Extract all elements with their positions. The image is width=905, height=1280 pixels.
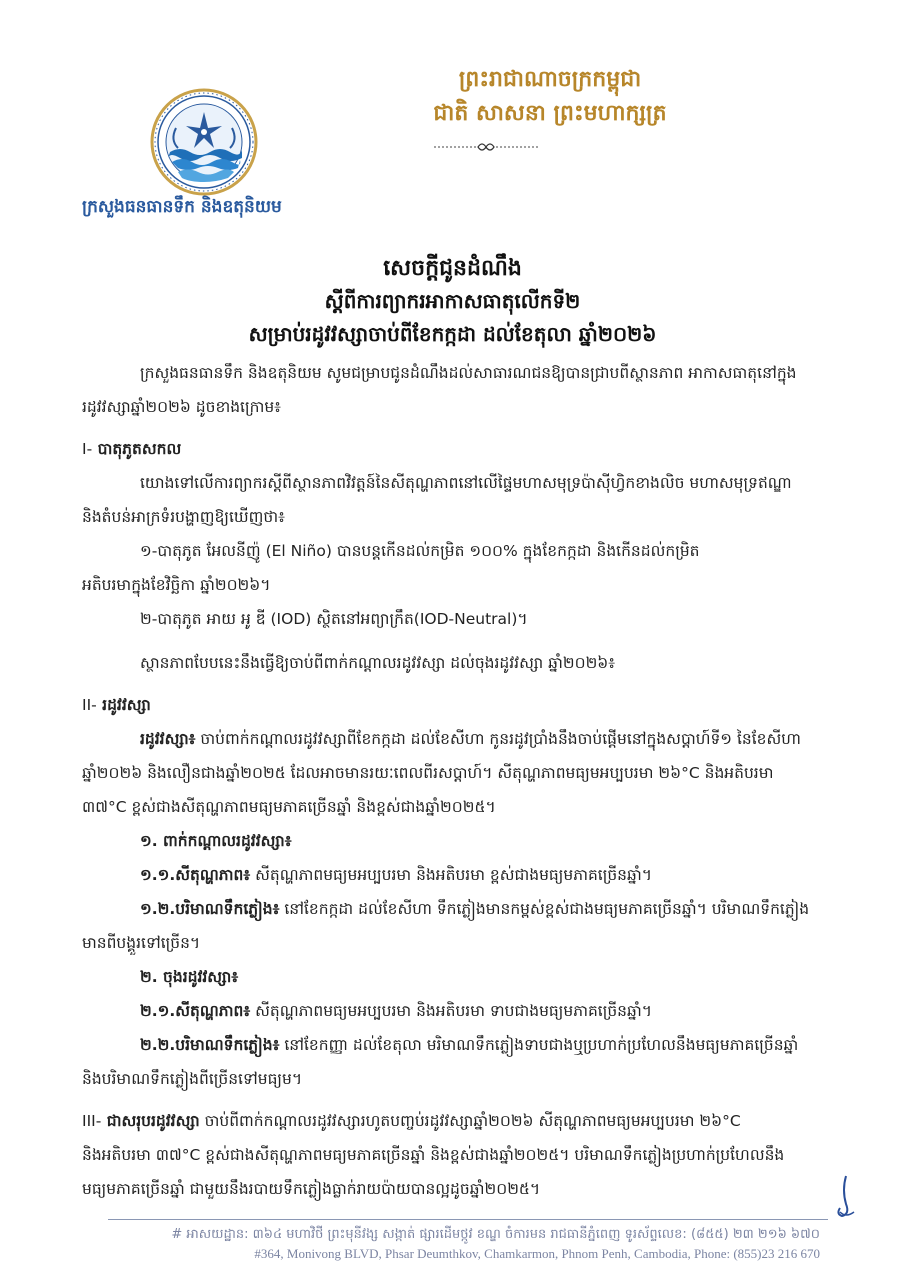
item-text: នៅខែកញ្ញា ដល់ខែតុលា មរិមាណទឹកភ្លៀងទាបជាងឬប្រហាក់ប្រហែលនឹងមធ្យមភាគច្រើនឆ្នាំ និងបរិមាណទឹកភ្លៀងពីច្រើនទៅមធ្យម។	[82, 1036, 799, 1088]
section-number: III-	[82, 1112, 102, 1130]
item-text: សីតុណ្ហភាពមធ្យមអប្បបរមា និងអតិបរមា ទាបជាងមធ្យមភាគច្រើនឆ្នាំ។	[250, 1002, 652, 1020]
item-label: ១.២.បរិមាណទឹកភ្លៀង៖	[140, 900, 280, 918]
section-3-paragraph	[82, 1104, 812, 1206]
section-2-heading	[82, 688, 812, 722]
kingdom-line: ព្រះរាជាណាចក្រកម្ពុជា	[458, 66, 642, 92]
ministry-seal-icon	[150, 88, 258, 196]
el-nino-item: ១-បាតុភូត អែលនីញ៉ូ (El Niño) បានបន្តកើនដល់កម្រិត ១០០% ក្នុងខែកក្កដា និងកើនដល់កម្រិត	[140, 542, 700, 560]
intro-paragraph: ក្រសួងធនធានទឹក និងឧតុនិយម សូមជម្រាបជូនដំណឹងដល់សាធារណជនឱ្យបានជ្រាបពីស្ថានភាព អាកាសធាតុនៅក្នុងរដូវវស្សាឆ្នាំ២០២៦ ដូចខាងក្រោម៖	[82, 364, 797, 416]
item-label: ២.២.បរិមាណទឹកភ្លៀង៖	[140, 1036, 280, 1054]
notice-period: សម្រាប់រដូវវស្សាចាប់ពីខែកក្កដា ដល់ខែតុលា ឆ្នាំ២០២៦	[248, 322, 657, 346]
section-1-conclusion: ស្ថានភាពបែបនេះនឹងធ្វើឱ្យចាប់ពីពាក់កណ្តាលរដូវវស្សា ដល់ចុងរដូវវស្សា ឆ្នាំ២០២៦៖	[140, 654, 616, 672]
motto-line: ជាតិ សាសនា ព្រះមហាក្សត្រ	[433, 100, 667, 126]
lead-label: រដូវវស្សា៖	[140, 730, 196, 748]
section-title: ជាសរុបរដូវវស្សា	[106, 1112, 200, 1130]
notice-titles	[100, 252, 805, 351]
section-1-text: យោងទៅលើការព្យាករស្តីពីស្ថានភាពវិវត្តន៍នៃសីតុណ្ហភាពនៅលើផ្ទៃមហាសមុទ្រប៉ាស៊ីហ្វិកខាងលិច មហាសមុទ្រឥណ្ឌា និងតំបន់អាក្រទំរបង្ហាញឱ្យឃើញថា៖	[82, 474, 792, 526]
item-text: នៅខែកក្កដា ដល់ខែសីហា ទឹកភ្លៀងមានកម្ពស់ខ្ពស់ជាងមធ្យមភាគច្រើនឆ្នាំ។ បរិមាណទឹកភ្លៀងមានពីបង្គួរទៅច្រើន។	[82, 900, 810, 952]
late-season-rainfall	[82, 1028, 812, 1096]
item-label: ១.១.សីតុណ្ហភាព៖	[140, 866, 251, 884]
ornament-divider-icon	[432, 140, 540, 154]
ministry-name: ក្រសួងធនធានទឹក និងឧតុនិយម	[82, 197, 282, 217]
iod-item: ២-បាតុភូត អាយ អូ ឌី (IOD) ស្ថិតនៅអព្យាក្រឹត(IOD-Neutral)។	[140, 610, 528, 628]
section-3-text: ចាប់ពីពាក់កណ្តាលរដូវវស្សារហូតបញ្ចប់រដូវវស្សាឆ្នាំ២០២៦ សីតុណ្ហភាពមធ្យមអប្បបរមា ២៦°C និងអតិបរមា ៣៧°C ខ្ពស់ជាងសីតុណ្ហភាពមធ្យមភាគច្រើនឆ្នាំ និងខ្ពស់ជាងឆ្នាំ២០២៥។ បរិមាណទឹកភ្លៀងប្រហាក់ប្រហែលនឹងមធ្យមភាគច្រើនឆ្នាំ ជាមួយនឹងរបាយទឹកភ្លៀងធ្លាក់រាយប៉ាយបានល្អដូចឆ្នាំ២០២៥។	[82, 1112, 785, 1198]
footer-address-km: # អាសយដ្ឋាន: ៣៦៤ មហាវិថី ព្រះមុនីវង្ស សង្កាត់ ផ្សារដើមថ្កូវ ខណ្ឌ ចំការមន រាជធានីភ្នំពេញ ទូរស័ព្ទលេខ: (៨៥៥) ២៣ ២១៦ ៦៧០	[171, 1227, 820, 1242]
late-season-temperature	[82, 994, 812, 1028]
section-number: II-	[82, 696, 97, 714]
notice-body	[82, 356, 812, 1206]
signature-mark-icon	[832, 1174, 860, 1220]
item-label: ២.១.សីតុណ្ហភាព៖	[140, 1002, 251, 1020]
late-season-heading: ២. ចុងរដូវវស្សា៖	[140, 968, 239, 986]
notice-subject: ស្តីពីការព្យាករអាកាសធាតុលើកទី២	[324, 289, 581, 313]
footer-divider	[108, 1219, 828, 1220]
notice-title: សេចក្តីជូនដំណឹង	[383, 255, 522, 281]
section-title: បាតុភូតសកល	[97, 440, 182, 458]
section-1-heading	[82, 432, 812, 466]
lead-text: ចាប់ពាក់កណ្តាលរដូវវស្សាពីខែកក្កដា ដល់ខែសីហា កូនរដូវប្រាំងនឹងចាប់ផ្តើមនៅក្នុងសប្តាហ៍ទី១ នៃខែសីហា ឆ្នាំ២០២៦ និងលឿនជាងឆ្នាំ២០២៥ ដែលអាចមានរយៈពេលពីរសប្តាហ៍។ សីតុណ្ហភាពមធ្យមអប្បបរមា ២៦°C និងអតិបរមា ៣៧°C ខ្ពស់ជាងសីតុណ្ហភាពមធ្យមភាគច្រើនឆ្នាំ និងខ្ពស់ជាងឆ្នាំ២០២៥។	[82, 730, 801, 816]
section-title: រដូវវស្សា	[102, 696, 151, 714]
section-number: I-	[82, 440, 93, 458]
el-nino-item-cont: អតិបរមាក្នុងខែវិច្ឆិកា ឆ្នាំ២០២៦។	[82, 576, 271, 594]
section-2-lead	[82, 722, 812, 824]
footer-address-en: #364, Monivong BLVD, Phsar Deumthkov, Chamkarmon, Phnom Penh, Cambodia, Phone: (855)23 216 670	[254, 1246, 820, 1261]
item-text: សីតុណ្ហភាពមធ្យមអប្បបរមា និងអតិបរមា ខ្ពស់ជាងមធ្យមភាគច្រើនឆ្នាំ។	[250, 866, 652, 884]
mid-season-heading: ១. ពាក់កណ្តាលរដូវវស្សា៖	[140, 832, 292, 850]
mid-season-rainfall	[82, 892, 812, 960]
kingdom-header	[300, 62, 800, 130]
mid-season-temperature	[82, 858, 812, 892]
